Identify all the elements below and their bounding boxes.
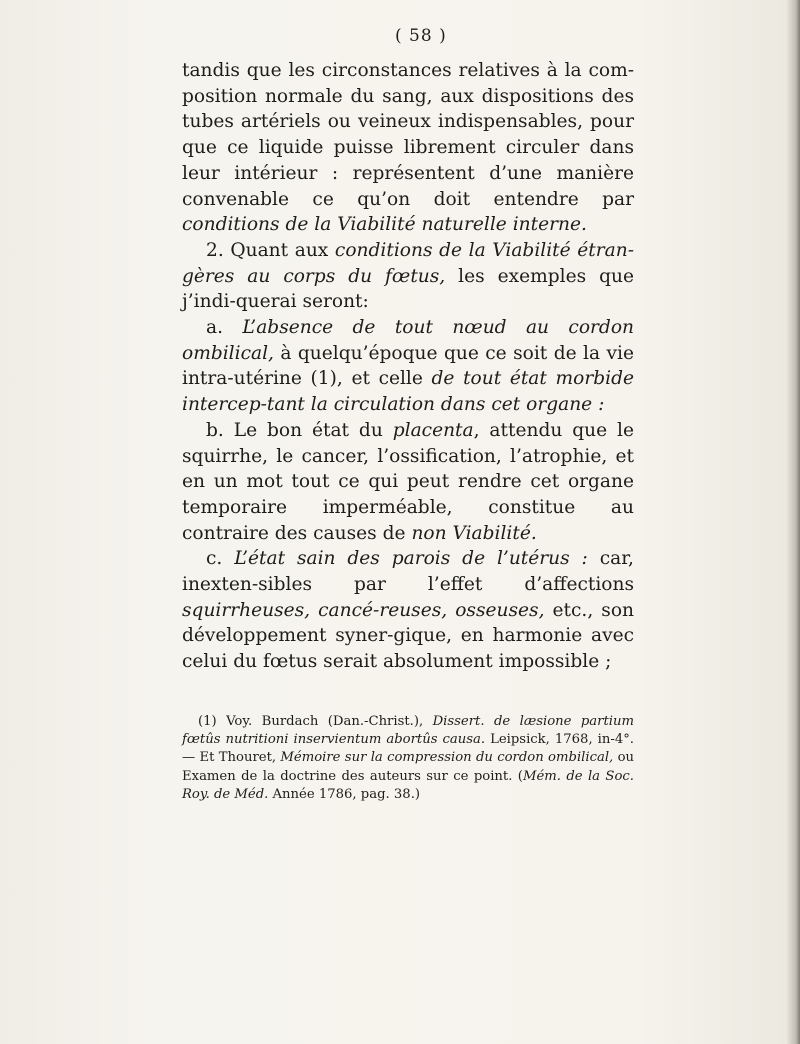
paragraph-segment: a. xyxy=(206,317,243,339)
paragraph-segment: 2. Quant aux xyxy=(206,239,335,261)
paragraph-segment: c. xyxy=(206,548,235,570)
paragraph-segment: , attendu que le squirrhe, le cancer, l’ossification, l’atrophie, et en un mot tout ce qui peut rendre cet organe temporaire imperméable, constitue au contraire des causes de xyxy=(182,419,634,544)
paragraph-segment: de tout état morbide intercep-tant la circulation dans cet organe : xyxy=(182,368,634,416)
page-number: ( 58 ) xyxy=(395,26,447,46)
paragraph-1 xyxy=(182,58,634,238)
footnote-segment: ou Examen de la doctrine des auteurs sur ce point. ( xyxy=(182,750,635,784)
paragraph-segment: à quelqu’époque que ce soit de la vie intra-utérine (1), et celle xyxy=(182,342,634,390)
paragraph-segment: tandis que les circonstances relatives à la com-position normale du sang, aux dispositions des tubes artériels ou veineux indispensables, pour que ce liquide puisse librement circuler dans leur intérieur : représentent d’une manière convenable ce qu’on doit entendre par xyxy=(182,60,634,210)
paragraph-5 xyxy=(182,546,634,675)
footnote-segment: Dissert. de læsione partium fœtûs nutritioni inservientum abortûs causa. xyxy=(182,714,634,748)
paragraph-segment: conditions de la Viabilité naturelle interne. xyxy=(182,214,587,236)
paragraph-4 xyxy=(182,418,634,547)
paragraph-segment: non Viabilité. xyxy=(411,522,537,544)
footnote-segment: Année 1786, pag. 38.) xyxy=(268,786,421,802)
footnote-segment: Mém. de la Soc. Roy. de Méd. xyxy=(182,768,634,802)
footnote-text xyxy=(182,713,634,804)
paragraph-segment: placenta xyxy=(392,419,474,441)
page-edge-shadow xyxy=(786,0,800,1044)
paragraph-segment: b. Le bon état du xyxy=(206,419,393,441)
footnote-segment: (1) Voy. Burdach (Dan.-Christ.), xyxy=(198,714,433,729)
paragraph-segment: les exemples que j’indi-querai seront: xyxy=(182,265,634,313)
paragraph-segment: car, inexten-sibles par l’effet d’affections xyxy=(182,548,634,596)
paragraph-segment: L’absence de tout nœud au cordon ombilical, xyxy=(182,317,634,364)
footnote xyxy=(182,713,634,804)
paragraph-segment: L’état sain des parois de l’utérus : xyxy=(234,548,588,570)
paragraph-segment: conditions de la Viabilité étran-gères au corps du fœtus, xyxy=(182,239,634,287)
paragraph-2 xyxy=(182,238,634,315)
footnote-segment: Leipsick, 1768, in-4°. — Et Thouret, xyxy=(182,732,634,766)
paragraph-3 xyxy=(182,315,634,418)
body-text xyxy=(182,58,634,675)
paragraph-segment: etc., son développement syner-gique, en harmonie avec celui du fœtus serait absolument impossible ; xyxy=(182,599,634,673)
paragraph-segment: squirrheuses, cancé-reuses, osseuses, xyxy=(182,599,545,621)
footnote-segment: Mémoire sur la compression du cordon ombilical, xyxy=(280,750,614,766)
